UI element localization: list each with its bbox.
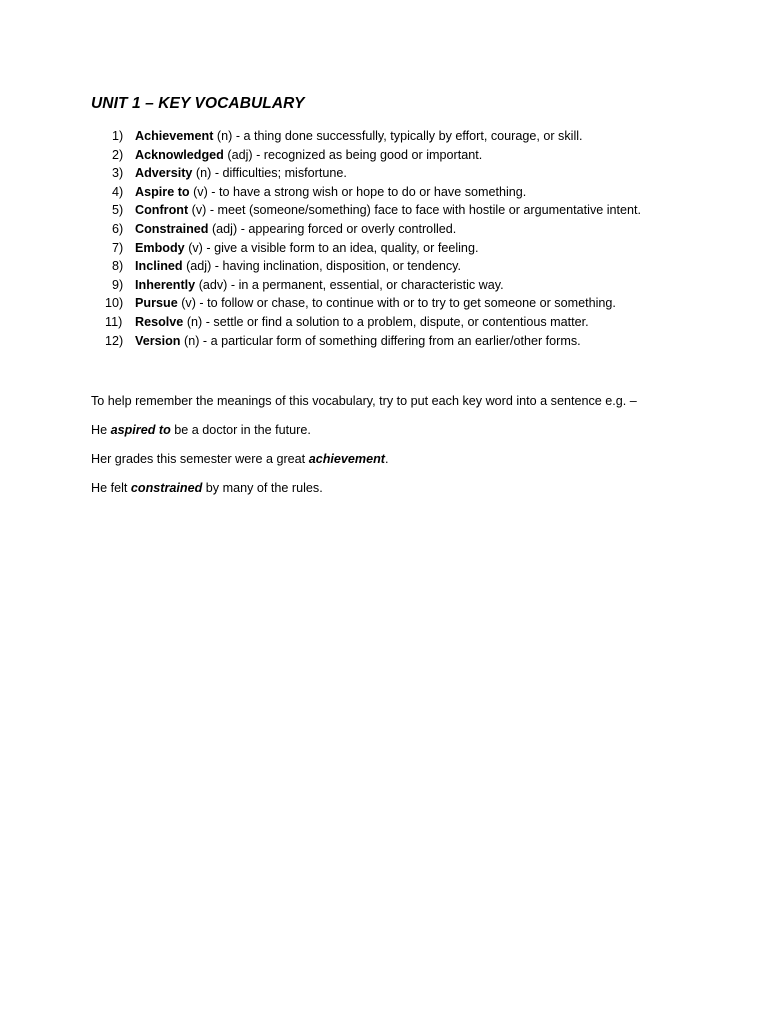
- item-pos: (adj): [211, 221, 238, 236]
- item-term: Adversity: [135, 166, 193, 181]
- intro-paragraph: To help remember the meanings of this vocabulary, try to put each key word into a sentence e.g. –: [91, 394, 637, 408]
- example-text: He felt: [91, 481, 131, 495]
- item-definition: - settle or find a solution to a problem, dispute, or contentious matter.: [205, 314, 589, 329]
- item-term: Confront: [135, 203, 189, 218]
- item-number: 7): [112, 240, 124, 255]
- example-text: He: [91, 423, 111, 437]
- item-number: 4): [112, 184, 124, 199]
- item-pos: (v): [181, 296, 196, 311]
- list-item: [91, 183, 731, 202]
- item-pos: (n): [184, 333, 200, 348]
- item-term: Embody: [135, 240, 185, 255]
- item-pos: (adj): [227, 147, 253, 162]
- page-title: UNIT 1 – KEY VOCABULARY: [91, 95, 305, 112]
- item-pos: (n): [216, 129, 233, 143]
- item-term: Resolve: [135, 314, 184, 329]
- item-number: 3): [112, 166, 124, 181]
- item-definition: - give a visible form to an idea, quality, or feeling.: [206, 240, 479, 255]
- example-emphasis: constrained: [130, 481, 203, 495]
- item-number: 8): [112, 259, 124, 274]
- item-number: 2): [112, 147, 124, 162]
- example-sentence: [91, 421, 311, 439]
- item-term: Acknowledged: [135, 147, 224, 162]
- item-definition: - appearing forced or overly controlled.: [240, 221, 457, 236]
- list-item: [91, 239, 731, 258]
- example-text: be a doctor in the future.: [170, 423, 311, 437]
- item-term: Version: [135, 333, 181, 348]
- list-item: [91, 164, 731, 183]
- item-term: Aspire to: [135, 184, 190, 199]
- item-definition: - difficulties; misfortune.: [214, 166, 347, 181]
- list-item: [91, 276, 731, 295]
- item-definition: - a particular form of something differing from an earlier/other forms.: [202, 333, 581, 348]
- item-number: 9): [112, 277, 124, 292]
- example-sentence: [91, 479, 323, 497]
- example-sentence: [91, 450, 389, 468]
- item-definition: - recognized as being good or important.: [256, 147, 483, 162]
- item-term: Pursue: [135, 296, 178, 311]
- item-pos: (n): [186, 314, 203, 329]
- item-number: 12): [105, 333, 124, 348]
- item-pos: (adj): [186, 259, 212, 274]
- item-number: 11): [105, 314, 123, 329]
- list-item: [91, 201, 731, 220]
- item-term: Inclined: [135, 259, 183, 274]
- list-item: [91, 294, 731, 313]
- example-text: .: [385, 452, 389, 466]
- item-pos: (v): [193, 184, 208, 199]
- item-number: 10): [105, 296, 124, 311]
- item-number: 6): [112, 221, 124, 236]
- item-definition: - to have a strong wish or hope to do or have something.: [211, 184, 527, 199]
- item-definition: - to follow or chase, to continue with or to try to get someone or something.: [199, 296, 616, 311]
- list-item: [91, 220, 731, 239]
- item-definition: - meet (someone/something) face to face with hostile or argumentative intent.: [209, 203, 642, 218]
- item-definition: - having inclination, disposition, or tendency.: [214, 259, 461, 274]
- item-pos: (v): [191, 203, 207, 218]
- item-pos: (v): [188, 240, 203, 255]
- example-text: Her grades this semester were a great: [91, 452, 309, 466]
- item-term: Constrained: [135, 221, 209, 236]
- item-pos: (adv): [198, 277, 228, 292]
- item-definition: - in a permanent, essential, or characteristic way.: [230, 277, 504, 292]
- item-number: 5): [112, 203, 124, 218]
- example-emphasis: achievement: [308, 452, 385, 466]
- vocabulary-list: [91, 127, 731, 350]
- list-item: [91, 146, 731, 165]
- example-text: by many of the rules.: [202, 481, 323, 495]
- item-definition: - a thing done successfully, typically by effort, courage, or skill.: [235, 129, 583, 143]
- item-pos: (n): [195, 166, 212, 181]
- list-item: [91, 127, 731, 146]
- list-item: [91, 257, 731, 276]
- list-item: [91, 313, 731, 332]
- example-emphasis: aspired to: [110, 423, 171, 437]
- list-item: [91, 332, 731, 351]
- item-term: Achievement: [135, 129, 214, 143]
- item-term: Inherently: [135, 277, 196, 292]
- item-number: 1): [112, 129, 124, 143]
